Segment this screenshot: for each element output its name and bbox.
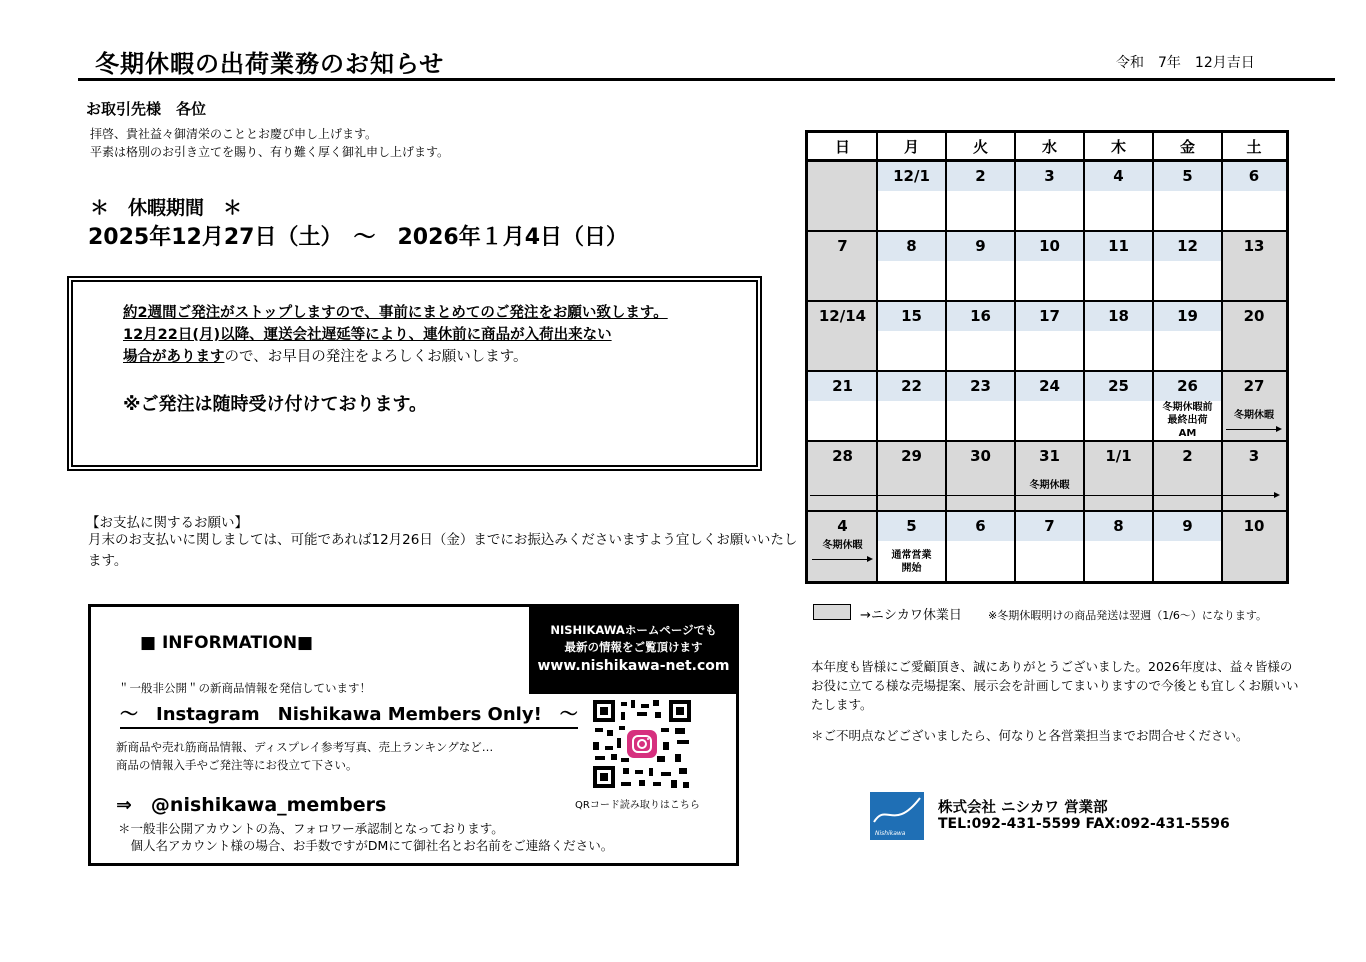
calendar-day	[808, 441, 877, 511]
calendar-day	[877, 371, 946, 441]
calendar-day-number: 2	[1182, 447, 1193, 465]
notice-line-1: 約2週間ご発注がストップしますので、事前にまとめてのご発注をお願い致します。	[123, 305, 668, 321]
period-label: ＊ 休暇期間 ＊	[90, 197, 243, 219]
calendar-day	[1084, 301, 1153, 371]
calendar-day	[1222, 161, 1286, 231]
calendar-day-number: 7	[1015, 511, 1084, 541]
calendar-day	[1153, 161, 1222, 231]
calendar-day-number: 6	[1222, 161, 1286, 191]
weekday-2: 火	[972, 138, 988, 156]
notice-line-3-underlined: 場合があります	[123, 349, 225, 365]
calendar-day-number: 13	[1243, 237, 1265, 255]
calendar-day	[1015, 301, 1084, 371]
qr-caption: QRコード読み取りはこちら	[575, 800, 700, 811]
calendar-grid-line	[808, 159, 1286, 162]
calendar-day	[946, 511, 1015, 581]
notice-orders-accepted: ※ご発注は随時受け付けております。	[123, 394, 428, 415]
greeting-line: 拝啓、貴社益々御清栄のこととお慶び申し上げます。	[90, 127, 378, 141]
info-notes	[118, 820, 613, 854]
calendar-day	[1015, 511, 1084, 581]
calendar-day-number: 5	[877, 511, 946, 541]
winter-break-note: 冬期休暇	[1234, 410, 1274, 421]
arrow-head-icon	[867, 556, 873, 562]
calendar-day-number: 11	[1084, 231, 1153, 261]
calendar-day	[808, 371, 877, 441]
calendar-day-number: 30	[970, 447, 991, 465]
calendar-day-number	[808, 161, 877, 191]
calendar-grid-line	[945, 133, 947, 581]
info-description-line: 新商品や売れ筋商品情報、ディスプレイ参考写真、売上ランキングなど…	[116, 740, 494, 754]
arrow-head-icon	[1274, 492, 1280, 498]
thanks-message: 本年度も皆様にご愛顧頂き、誠にありがとうございました。2026年度は、益々皆様のお役に立てる様な売場提案、展示会を計画してまいりますので今後とも宜しくお願いいたします。	[811, 659, 1299, 712]
title-divider	[78, 78, 1335, 81]
calendar-day-number: 9	[1153, 511, 1222, 541]
calendar-day-number: 23	[946, 371, 1015, 401]
calendar-grid-line	[808, 230, 1286, 232]
calendar-day	[1015, 371, 1084, 441]
calendar-day-number: 15	[877, 301, 946, 331]
qr-code[interactable]	[591, 698, 693, 790]
winter-break-arrow	[812, 559, 871, 560]
holiday-legend-swatch	[813, 604, 851, 620]
calendar-day	[946, 441, 1015, 511]
calendar-day-number: 3	[1248, 447, 1260, 465]
winter-break-note: 冬期休暇	[1029, 480, 1070, 491]
calendar-day	[808, 301, 877, 371]
calendar-day-number: 29	[901, 447, 922, 465]
calendar-day	[877, 161, 946, 231]
weekday-0: 日	[834, 138, 850, 156]
greeting	[90, 125, 449, 161]
info-note-line: 個人名アカウント様の場合、お手数ですがDMにて御社名とお名前をご連絡ください。	[118, 838, 614, 853]
calendar-grid-line	[1221, 133, 1223, 581]
period-dates: 2025年12月27日（土） ～ 2026年１月4日（日）	[88, 225, 629, 250]
company-contact: TEL:092-431-5599 FAX:092-431-5596	[938, 816, 1230, 832]
instagram-heading: ～ Instagram Nishikawa Members Only! ～	[120, 700, 578, 729]
payment-body: 月末のお支払いに関しましては、可能であれば12月26日（金）までにお振込みくださいますよう宜しくお願いいたします。	[88, 532, 798, 569]
notice-line-2: 12月22日(月)以降、運送会社遅延等により、連休前に商品が入荷出来ない	[123, 327, 612, 343]
calendar-day	[1153, 441, 1222, 511]
calendar-day-number: 31	[1039, 447, 1060, 465]
contact-note: ＊ご不明点などございましたら、何なりと各営業担当までお問合せください。	[811, 728, 1249, 743]
weekday-1: 月	[903, 138, 919, 156]
instagram-account[interactable]: ⇒ @nishikawa_members	[116, 794, 387, 816]
winter-break-note: 冬期休暇	[822, 540, 863, 551]
homepage-url[interactable]: www.nishikawa-net.com	[537, 658, 730, 674]
calendar-day-number: 21	[808, 371, 877, 401]
calendar-grid-line	[808, 370, 1286, 372]
calendar-day-number: 27	[1243, 377, 1265, 395]
calendar-day	[1222, 231, 1286, 301]
calendar-body	[808, 161, 1286, 581]
calendar-day-number: 22	[877, 371, 946, 401]
winter-break-arrow	[1226, 429, 1280, 430]
payment-heading: 【お支払に関するお願い】	[86, 515, 248, 531]
calendar-day	[1084, 371, 1153, 441]
calendar-day	[1153, 231, 1222, 301]
addressee: お取引先様 各位	[86, 100, 207, 118]
weekday-5: 金	[1179, 138, 1195, 156]
calendar-day	[877, 441, 946, 511]
info-description	[116, 738, 493, 774]
company-name: 株式会社 ニシカワ 営業部	[938, 800, 1108, 816]
calendar-day	[1015, 161, 1084, 231]
weekday-6: 土	[1246, 138, 1262, 156]
calendar-day-number: 1/1	[1105, 447, 1132, 465]
calendar-day	[1153, 301, 1222, 371]
calendar-day-number: 4	[837, 517, 848, 535]
calendar-day-number: 8	[877, 231, 946, 261]
calendar-day	[1222, 511, 1286, 581]
calendar-grid-line	[808, 440, 1286, 442]
calendar-day-number: 10	[1015, 231, 1084, 261]
arrow-head-icon	[1276, 426, 1282, 432]
calendar-day	[1084, 441, 1153, 511]
calendar-day-number: 2	[946, 161, 1015, 191]
calendar-day-number: 7	[837, 237, 848, 255]
notice-text	[123, 302, 668, 368]
calendar-day-number: 12	[1153, 231, 1222, 261]
weekday-4: 木	[1110, 138, 1126, 156]
calendar-day-number: 12/1	[877, 161, 946, 191]
information-title: ■ INFORMATION■	[140, 633, 314, 653]
calendar-grid-line	[808, 510, 1286, 512]
calendar-day-number: 18	[1084, 301, 1153, 331]
info-note-line: ＊一般非公開アカウントの為、フォロワー承認制となっております。	[118, 821, 504, 836]
calendar-grid-line	[1083, 133, 1085, 581]
info-description-line: 商品の情報入手やご発注等にお役立て下さい。	[116, 758, 358, 772]
calendar-day	[877, 301, 946, 371]
calendar-day	[877, 231, 946, 301]
calendar-grid-line	[1152, 133, 1154, 581]
calendar-day-number: 20	[1243, 307, 1265, 325]
calendar-day-number: 25	[1084, 371, 1153, 401]
holiday-legend-label: →ニシカワ休業日	[860, 608, 962, 623]
calendar-day	[946, 231, 1015, 301]
calendar-day-number: 4	[1084, 161, 1153, 191]
page-title: 冬期休暇の出荷業務のお知らせ	[95, 50, 445, 78]
calendar-day-number: 19	[1153, 301, 1222, 331]
calendar-day-number: 26	[1153, 371, 1222, 401]
calendar-day-number: 3	[1015, 161, 1084, 191]
info-intro: ＂一般非公開＂の新商品情報を発信しています！	[118, 681, 371, 695]
calendar-day	[946, 161, 1015, 231]
shipping-resume-note: ※冬期休暇明けの商品発送は翌週（1/6～）になります。	[988, 609, 1268, 622]
last-shipping-note: 冬期休暇前 最終出荷 AM	[1162, 402, 1213, 439]
calendar-day-number: 6	[946, 511, 1015, 541]
calendar-day	[1222, 301, 1286, 371]
calendar-day-number: 16	[946, 301, 1015, 331]
greeting-line: 平素は格別のお引き立てを賜り、有り難く厚く御礼申し上げます。	[90, 145, 450, 159]
calendar-day-number: 8	[1084, 511, 1153, 541]
homepage-banner	[529, 604, 738, 694]
calendar-day	[1084, 161, 1153, 231]
calendar-grid-line	[876, 133, 878, 581]
calendar-day	[808, 231, 877, 301]
homepage-line: NISHIKAWAホームページでも	[550, 623, 717, 637]
calendar-day	[808, 161, 877, 231]
calendar-day	[1153, 511, 1222, 581]
weekday-3: 水	[1041, 138, 1057, 156]
calendar-day	[946, 371, 1015, 441]
calendar-day-number: 17	[1015, 301, 1084, 331]
calendar-day-number: 5	[1153, 161, 1222, 191]
notice-line-3: ので、お早目の発注をよろしくお願いします。	[224, 349, 528, 365]
calendar-day	[946, 301, 1015, 371]
calendar-day-number: 28	[832, 447, 853, 465]
calendar-grid-line	[1014, 133, 1016, 581]
calendar-day-number: 12/14	[818, 307, 867, 325]
calendar-day	[1222, 441, 1286, 511]
calendar-day-number: 10	[1243, 517, 1265, 535]
calendar-weekday-header	[808, 133, 1286, 161]
calendar-day	[1015, 231, 1084, 301]
calendar-day-number: 24	[1015, 371, 1084, 401]
calendar-grid-line	[808, 300, 1286, 302]
calendar-day	[1084, 511, 1153, 581]
calendar-day	[1084, 231, 1153, 301]
calendar-day	[1015, 441, 1084, 511]
issue-date: 令和 7年 12月吉日	[1116, 55, 1255, 71]
winter-break-arrow	[810, 495, 1278, 496]
homepage-line: 最新の情報をご覧頂けます	[564, 640, 703, 654]
calendar-day-number: 9	[946, 231, 1015, 261]
company-logo-text: Nishikawa	[875, 830, 906, 837]
business-resume-note: 通常営業 開始	[891, 550, 932, 574]
